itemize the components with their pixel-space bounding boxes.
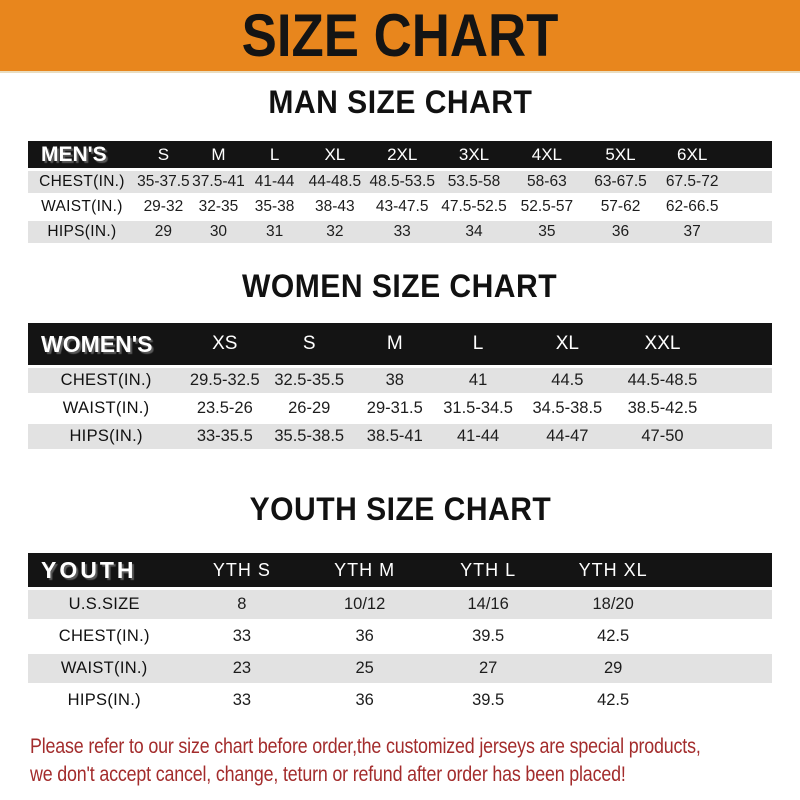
table-cell: 29-32 <box>143 198 184 215</box>
youth-chest-row <box>28 622 772 651</box>
youth-size-table <box>28 550 772 718</box>
men-size-header: 2XL <box>387 144 418 164</box>
table-cell: 67.5-72 <box>665 173 719 190</box>
row-label: WAIST(IN.) <box>60 659 148 677</box>
table-cell: 33-35.5 <box>196 427 253 445</box>
table-cell: 35-37.5 <box>137 173 190 190</box>
women-size-header: L <box>472 333 484 354</box>
women-table-title: WOMEN'S <box>41 330 153 357</box>
women-section-heading-text: WOMEN SIZE CHART <box>242 268 558 304</box>
table-cell: 47-50 <box>641 427 684 445</box>
men-header-row <box>28 141 772 168</box>
table-cell: 25 <box>355 659 374 677</box>
table-cell: 18/20 <box>592 595 634 613</box>
table-cell: 48.5-53.5 <box>369 173 435 190</box>
table-cell: 36 <box>611 223 630 240</box>
table-cell: 38.5-41 <box>366 427 423 445</box>
table-cell: 42.5 <box>597 627 630 645</box>
men-size-header: S <box>157 144 170 164</box>
table-cell: 31 <box>265 223 284 240</box>
table-cell: 23.5-26 <box>196 399 253 417</box>
table-cell: 37.5-41 <box>192 173 245 190</box>
men-hips-row <box>28 221 772 243</box>
table-cell: 44.5-48.5 <box>627 371 698 389</box>
banner-title: SIZE CHART <box>241 2 559 69</box>
table-cell: 41-44 <box>456 427 500 445</box>
table-cell: 52.5-57 <box>520 198 574 215</box>
table-cell: 8 <box>237 595 247 613</box>
youth-size-header: YTH M <box>334 559 396 580</box>
table-cell: 44-47 <box>546 427 589 445</box>
table-cell: 32 <box>326 223 344 240</box>
disclaimer <box>30 733 800 789</box>
youth-hips-row <box>28 686 772 715</box>
disclaimer-line-1-text: Please refer to our size chart before order,the customized jerseys are special products, <box>30 735 701 758</box>
table-cell: 44-48.5 <box>308 173 362 190</box>
women-hips-row <box>28 424 772 449</box>
women-size-header: M <box>386 333 403 354</box>
table-cell: 35 <box>538 223 556 240</box>
table-cell: 14/16 <box>467 595 509 613</box>
women-size-header: XS <box>212 333 238 354</box>
table-cell: 32.5-35.5 <box>274 371 345 389</box>
table-cell: 10/12 <box>343 595 386 613</box>
table-cell: 39.5 <box>472 627 505 645</box>
table-cell: 33 <box>232 627 252 645</box>
women-size-header: XL <box>555 333 579 354</box>
row-label: U.S.SIZE <box>68 595 140 613</box>
disclaimer-line-2 <box>30 761 800 789</box>
youth-table-title: YOUTH <box>41 556 137 583</box>
row-label: HIPS(IN.) <box>67 691 141 709</box>
table-cell: 41-44 <box>254 173 295 190</box>
table-cell: 62-66.5 <box>665 198 719 215</box>
women-size-table <box>28 320 772 452</box>
men-section-heading <box>0 82 800 122</box>
table-cell: 35.5-38.5 <box>274 427 345 445</box>
table-cell: 32-35 <box>198 198 239 215</box>
table-cell: 43-47.5 <box>375 198 429 215</box>
table-cell: 29 <box>154 223 173 240</box>
table-cell: 36 <box>355 691 374 709</box>
men-waist-row <box>28 196 772 218</box>
table-cell: 38 <box>385 371 404 389</box>
table-cell: 29-31.5 <box>366 399 423 417</box>
women-header-row <box>28 323 772 365</box>
table-cell: 36 <box>355 627 374 645</box>
table-cell: 38.5-42.5 <box>627 399 698 417</box>
women-waist-row <box>28 396 772 421</box>
row-label: CHEST(IN.) <box>39 173 125 190</box>
row-label: CHEST(IN.) <box>60 371 152 389</box>
table-cell: 53.5-58 <box>447 173 501 190</box>
banner <box>0 0 800 73</box>
table-cell: 57-62 <box>600 198 641 215</box>
table-cell: 23 <box>232 659 252 677</box>
table-cell: 58-63 <box>527 173 567 190</box>
men-size-header: 3XL <box>458 144 490 164</box>
row-label: HIPS(IN.) <box>47 223 117 240</box>
youth-ussize-row <box>28 590 772 619</box>
table-cell: 29.5-32.5 <box>189 371 260 389</box>
youth-size-header: YTH L <box>460 559 517 580</box>
table-cell: 33 <box>393 223 411 240</box>
youth-header-row <box>28 553 772 587</box>
table-cell: 30 <box>209 223 228 240</box>
table-cell: 33 <box>232 691 252 709</box>
row-label: WAIST(IN.) <box>41 198 123 215</box>
table-cell: 31.5-34.5 <box>443 399 513 417</box>
table-cell: 63-67.5 <box>594 173 647 190</box>
row-label: CHEST(IN.) <box>58 627 150 645</box>
women-section-heading <box>0 266 800 306</box>
table-cell: 37 <box>683 223 701 240</box>
women-chest-row <box>28 368 772 393</box>
youth-section-heading <box>0 489 800 529</box>
youth-size-header: YTH XL <box>578 559 648 580</box>
disclaimer-line-2-text: we don't accept cancel, change, teturn or refund after order has been placed! <box>30 763 626 786</box>
women-size-header: S <box>302 333 316 354</box>
men-size-header: 4XL <box>531 144 562 164</box>
men-size-table <box>28 138 772 246</box>
table-cell: 27 <box>478 659 498 677</box>
table-cell: 38-43 <box>315 198 355 215</box>
men-size-header: 6XL <box>677 144 708 164</box>
row-label: HIPS(IN.) <box>69 427 143 445</box>
table-cell: 29 <box>603 659 623 677</box>
table-cell: 47.5-52.5 <box>441 198 507 215</box>
men-size-header: M <box>211 144 226 164</box>
women-size-header: XXL <box>644 333 681 354</box>
men-size-header: L <box>269 144 280 164</box>
table-cell: 44.5 <box>551 371 584 389</box>
table-cell: 35-38 <box>254 198 295 215</box>
youth-size-header: YTH S <box>212 559 271 580</box>
men-size-header: XL <box>324 144 346 164</box>
table-cell: 39.5 <box>472 691 505 709</box>
row-label: WAIST(IN.) <box>62 399 150 417</box>
men-size-header: 5XL <box>605 144 636 164</box>
youth-section-heading-text: YOUTH SIZE CHART <box>249 491 551 527</box>
men-chest-row <box>28 171 772 193</box>
table-cell: 34.5-38.5 <box>532 399 603 417</box>
disclaimer-line-1 <box>30 733 800 761</box>
table-cell: 42.5 <box>597 691 630 709</box>
table-cell: 41 <box>468 371 488 389</box>
table-cell: 26-29 <box>288 399 331 417</box>
men-section-heading-text: MAN SIZE CHART <box>268 84 532 120</box>
men-table-title: MEN'S <box>41 142 107 166</box>
youth-waist-row <box>28 654 772 683</box>
table-cell: 34 <box>465 223 483 240</box>
